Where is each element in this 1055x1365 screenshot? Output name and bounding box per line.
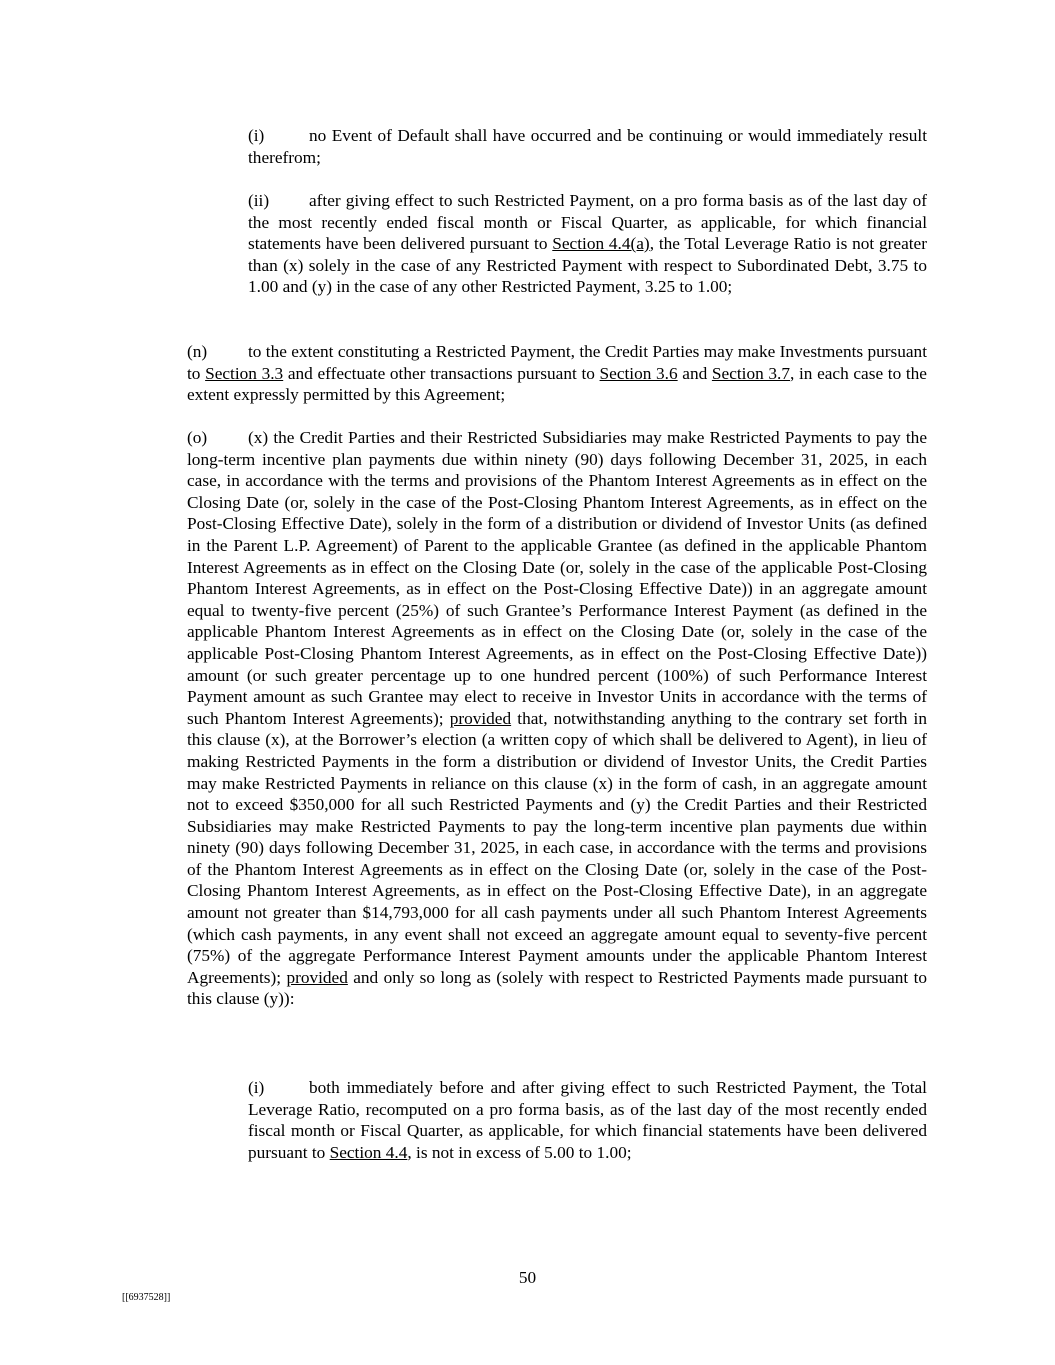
clause-number: (i): [248, 126, 265, 145]
clause-i-leverage-ratio-test: [248, 1077, 927, 1163]
section-reference-link[interactable]: Section 3.6: [599, 363, 678, 383]
clause-text: , in each case to the extent expressly permitted by this Agreement;: [187, 363, 927, 405]
clause-o-incentive-plan-payments: [187, 427, 927, 1010]
clause-text: and effectuate other transactions pursuant to: [283, 363, 600, 383]
clause-text: (x) the Credit Parties and their Restricted Subsidiaries may make Restricted Payments to pay the long-term incentive plan payments due within ninety (90) days following December 31, 2025, in each case, in accordance with the terms and provisions of the Phantom Interest Agreements as in effect on the Closing Date (or, solely in the case of the Post-Closing Phantom Interest Agreements, as in effect on the Post-Closing Effective Date), solely in the form of a distribution or dividend of Investor Units (as defined in the Parent L.P. Agreement) of Parent to the applicable Grantee (as defined in the applicable Phantom Interest Agreements as in effect on the Closing Date (or, solely in the case of the applicable Post-Closing Phantom Interest Agreements, as in effect on the Post-Closing Effective Date)) in an aggregate amount equal to twenty-five percent (25%) of such Grantee’s Performance Interest Payment (as defined in the applicable Phantom Interest Agreements as in effect on the Closing Date (or, solely in the case of the applicable Post-Closing Phantom Interest Agreements, as in effect on the Post-Closing Effective Date)) amount (or such greater percentage up to one hundred percent (100%) of such Performance Interest Payment amount as such Grantee may elect to receive in Investor Units in accordance with the terms of such Phantom Interest Agreements);: [187, 428, 927, 728]
clause-text: , is not in excess of 5.00 to 1.00;: [407, 1142, 632, 1162]
page-number: 50: [518, 1268, 537, 1287]
clause-text: to the extent constituting a Restricted Payment, the Credit Parties may make Investments pursuant to: [187, 342, 927, 383]
clause-number: (i): [248, 1078, 265, 1097]
clause-number: (o): [187, 428, 208, 447]
clause-text: after giving effect to such Restricted Payment, on a pro forma basis as of the last day of the most recently ended fiscal month or Fiscal Quarter, as applicable, for which financial statements have been delivered pursuant to: [248, 191, 927, 254]
clause-text: that, notwithstanding anything to the contrary set forth in this clause (x), at the Borrower’s election (a written copy of which shall be delivered to Agent), in lieu of making Restricted Payments in the form a distribution or dividend of Investor Units, the Credit Parties may make Restricted Payments in reliance on this clause (x) in the form of cash, in an aggregate amount not to exceed $350,000 for all such Restricted Payments and (y) the Credit Parties and their Restricted Subsidiaries may make Restricted Payments to pay the long-term incentive plan payments due within ninety (90) days following December 31, 2025, in each case, in accordance with the terms and provisions of the Phantom Interest Agreements as in effect on the Closing Date (or, solely in the case of the Post-Closing Phantom Interest Agreements, as in effect on the Post-Closing Effective Date), in an aggregate amount not greater than $14,793,000 for all cash payments under all such Phantom Interest Agreements (which cash payments, in any event shall not exceed an aggregate amount equal to seventy-five percent (75%) of the aggregate Performance Interest Payment amounts under the applicable Phantom Interest Agreements);: [187, 708, 927, 987]
section-reference-link[interactable]: Section 4.4: [329, 1142, 408, 1162]
clause-text: no Event of Default shall have occurred and be continuing or would immediately result therefrom;: [248, 126, 927, 167]
clause-number: (n): [187, 342, 208, 361]
provided-term: provided: [449, 708, 512, 728]
clause-ii-pro-forma-leverage: [248, 190, 927, 298]
clause-number: (ii): [248, 191, 270, 210]
document-id: [[6937528]]: [122, 1292, 171, 1303]
clause-i-no-event-of-default: [248, 125, 927, 168]
clause-text: , the Total Leverage Ratio is not greater than (x) solely in the case of any Restricted Payment with respect to Subordinated Debt, 3.75 to 1.00 and (y) in the case of any other Restricted Payment, 3.25 to 1.00;: [248, 234, 927, 297]
section-reference-link[interactable]: Section 3.7: [711, 363, 790, 383]
clause-text: and only so long as (solely with respect to Restricted Payments made pursuant to this clause (y)):: [187, 967, 928, 1009]
clause-text: and: [677, 363, 712, 383]
clause-n-investments: [187, 341, 927, 406]
provided-term: provided: [286, 967, 348, 987]
clause-text: both immediately before and after giving effect to such Restricted Payment, the Total Leverage Ratio, recomputed on a pro forma basis, as of the last day of the most recently ended fiscal month or Fiscal Quarter, as applicable, for which financial statements have been delivered pursuant to: [248, 1078, 927, 1162]
section-reference-link[interactable]: Section 4.4(a): [552, 234, 650, 254]
section-reference-link[interactable]: Section 3.3: [205, 363, 284, 383]
